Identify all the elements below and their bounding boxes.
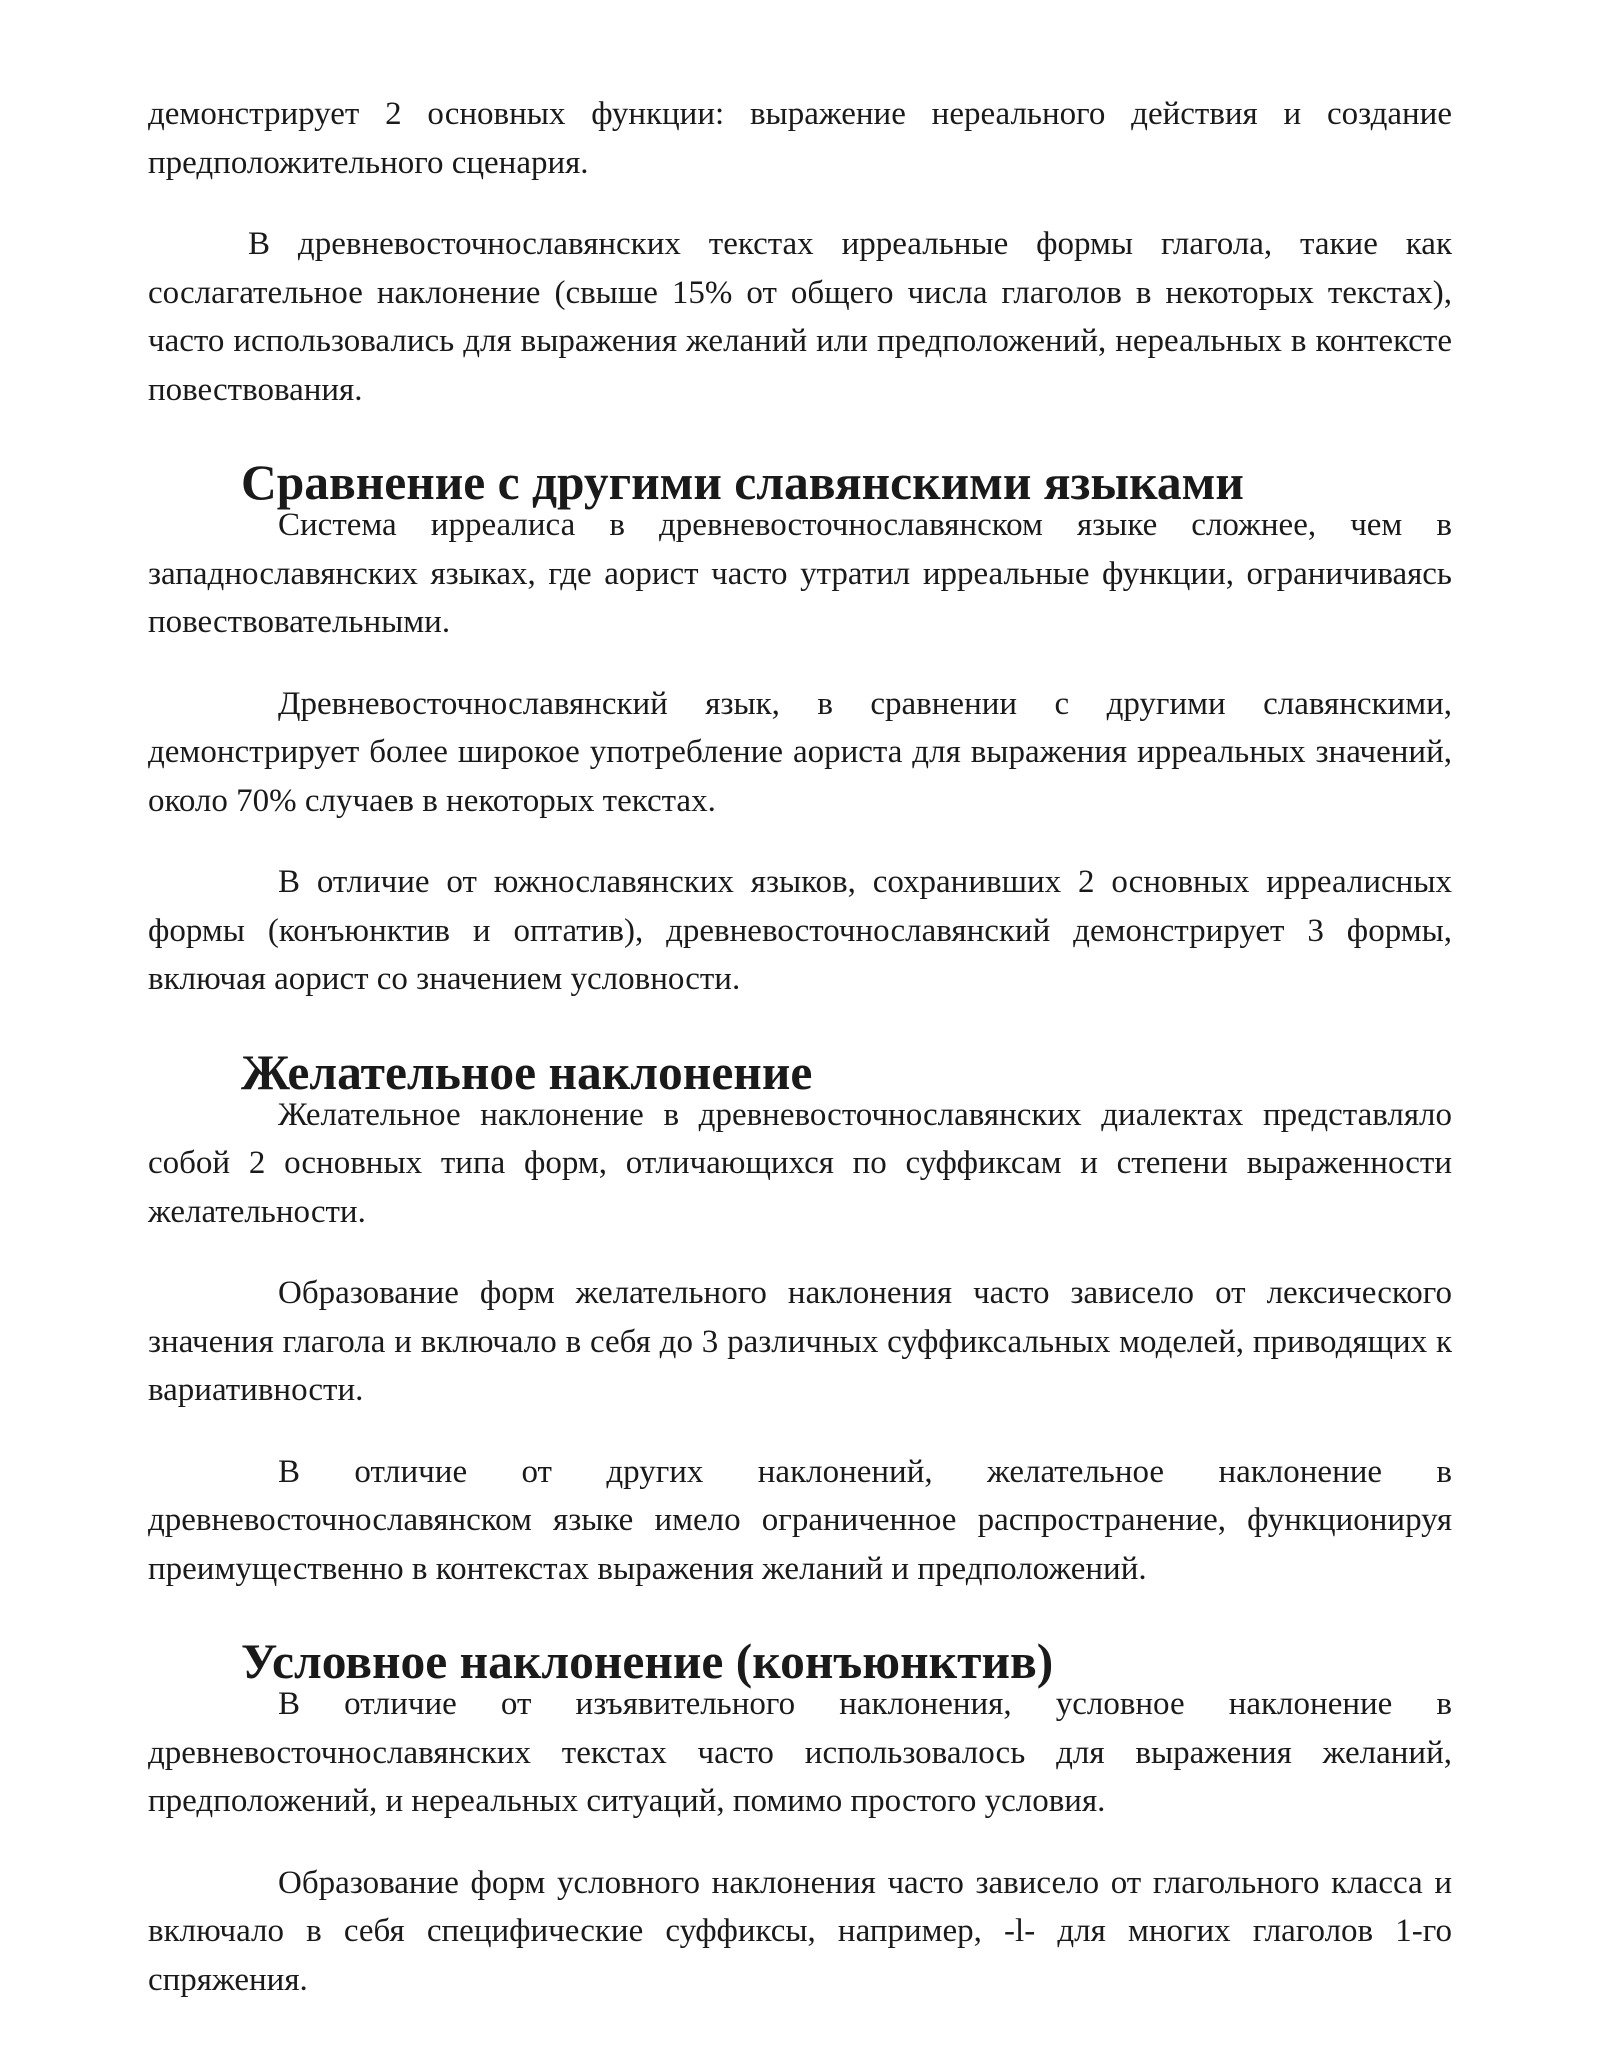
paragraph-gap xyxy=(148,1415,1452,1448)
paragraph-gap xyxy=(148,187,1452,220)
paragraph-intro-continuation: демонстрирует 2 основных функции: выражение нереального действия и создание предположительного сценария. xyxy=(148,96,1452,181)
paragraph-irrealis-forms: В древневосточнославянских текстах ирреальные формы глагола, такие как сослагательное наклонение (свыше 15% от общего числа глаголов в некоторых текстах), часто использовались для выражения желаний или предположений, нереальных в контексте повествования. xyxy=(148,226,1452,408)
paragraph-comparison-south: В отличие от южнославянских языков, сохранивших 2 основных ирреалисных формы (конъюнктив и оптатив), древневосточнославянский демонстрирует 3 формы, включая аорист со значением условности. xyxy=(148,864,1452,997)
heading-conditional: Условное наклонение (конъюнктив) xyxy=(241,1634,1054,1689)
paragraph-conditional-formation: Образование форм условного наклонения часто зависело от глагольного класса и включало в себя специфические суффиксы, например, -l- для многих глаголов 1-го спряжения. xyxy=(148,1864,1452,1998)
section-gap xyxy=(148,414,1452,459)
paragraph-gap xyxy=(148,825,1452,858)
paragraph-gap xyxy=(148,1236,1452,1269)
section-gap xyxy=(148,1593,1452,1638)
paragraph-conditional-usage: В отличие от изъявительного наклонения, условное наклонение в древневосточнославянских текстах часто использовалось для выражения желаний, предположений, и нереальных ситуаций, помимо простого условия. xyxy=(148,1686,1452,1819)
paragraph-comparison-west: Система ирреалиса в древневосточнославянском языке сложнее, чем в западнославянских языках, где аорист часто утратил ирреальные функции, ограничиваясь повествовательными. xyxy=(148,507,1452,640)
paragraph-gap xyxy=(148,647,1452,680)
heading-comparison: Сравнение с другими славянскими языками xyxy=(241,455,1244,510)
document-page xyxy=(148,90,1452,2004)
paragraph-gap xyxy=(148,1826,1452,1859)
paragraph-optative-usage: В отличие от других наклонений, желательное наклонение в древневосточнославянском языке имело ограниченное распространение, функционируя преимущественно в контекстах выражения желаний и предположений. xyxy=(148,1453,1452,1587)
paragraph-optative-types: Желательное наклонение в древневосточнославянских диалектах представляло собой 2 основных типа форм, отличающихся по суффиксам и степени выраженности желательности. xyxy=(148,1096,1452,1230)
paragraph-comparison-aorist: Древневосточнославянский язык, в сравнении с другими славянскими, демонстрирует более широкое употребление аориста для выражения ирреальных значений, около 70% случаев в некоторых текстах. xyxy=(148,685,1452,819)
paragraph-optative-formation: Образование форм желательного наклонения часто зависело от лексического значения глагола и включало в себя до 3 различных суффиксальных моделей, приводящих к вариативности. xyxy=(148,1275,1452,1408)
section-gap xyxy=(148,1004,1452,1049)
heading-optative: Желательное наклонение xyxy=(241,1044,813,1100)
